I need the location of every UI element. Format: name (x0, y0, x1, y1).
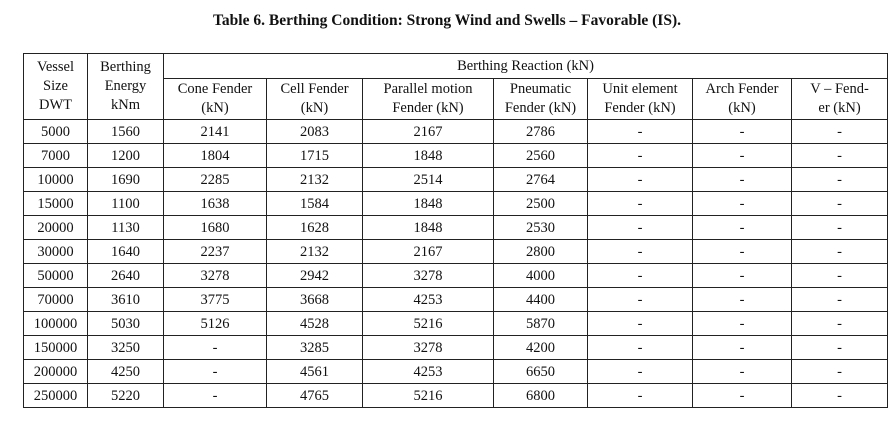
cone-fender-cell: 1638 (164, 192, 267, 216)
unit-element-fender-cell: - (588, 120, 693, 144)
unit-element-fender-cell: - (588, 336, 693, 360)
cell-fender-cell: 3285 (267, 336, 363, 360)
berthing-energy-cell: 1130 (88, 216, 164, 240)
v-fender-cell: - (792, 312, 888, 336)
berthing-reaction-table (23, 53, 888, 408)
table-row (24, 336, 888, 360)
cone-fender-cell: 3278 (164, 264, 267, 288)
col-header-cell-fender: Cell Fender (kN) (267, 79, 363, 120)
v-fender-cell: - (792, 216, 888, 240)
table-row (24, 168, 888, 192)
v-fender-cell: - (792, 288, 888, 312)
parallel-motion-fender-cell: 1848 (363, 192, 494, 216)
berthing-energy-cell: 1640 (88, 240, 164, 264)
unit-element-fender-cell: - (588, 384, 693, 408)
v-fender-cell: - (792, 144, 888, 168)
berthing-energy-cell: 5220 (88, 384, 164, 408)
parallel-motion-fender-cell: 2514 (363, 168, 494, 192)
berthing-energy-cell: 5030 (88, 312, 164, 336)
table-caption: Table 6. Berthing Condition: Strong Wind and Swells – Favorable (IS). (213, 12, 681, 29)
cell-fender-cell: 3668 (267, 288, 363, 312)
unit-element-fender-cell: - (588, 288, 693, 312)
table-body (24, 120, 888, 408)
pneumatic-fender-cell: 2530 (494, 216, 588, 240)
arch-fender-cell: - (693, 120, 792, 144)
cone-fender-cell: 1680 (164, 216, 267, 240)
col-header-parallel-motion-fender: Parallel motion Fender (kN) (363, 79, 494, 120)
cell-fender-cell: 4561 (267, 360, 363, 384)
pneumatic-fender-cell: 5870 (494, 312, 588, 336)
col-header-vessel-size: Vessel Size DWT (24, 54, 88, 120)
berthing-energy-cell: 1560 (88, 120, 164, 144)
pneumatic-fender-cell: 2500 (494, 192, 588, 216)
vessel-size-cell: 200000 (24, 360, 88, 384)
table-row (24, 288, 888, 312)
v-fender-cell: - (792, 168, 888, 192)
vessel-size-cell: 100000 (24, 312, 88, 336)
arch-fender-cell: - (693, 144, 792, 168)
vessel-size-cell: 15000 (24, 192, 88, 216)
arch-fender-cell: - (693, 240, 792, 264)
unit-element-fender-cell: - (588, 264, 693, 288)
vessel-size-cell: 30000 (24, 240, 88, 264)
parallel-motion-fender-cell: 1848 (363, 216, 494, 240)
parallel-motion-fender-cell: 2167 (363, 120, 494, 144)
table-row (24, 120, 888, 144)
vessel-size-cell: 70000 (24, 288, 88, 312)
arch-fender-cell: - (693, 264, 792, 288)
parallel-motion-fender-cell: 5216 (363, 312, 494, 336)
vessel-size-cell: 20000 (24, 216, 88, 240)
table-row (24, 240, 888, 264)
vessel-size-cell: 50000 (24, 264, 88, 288)
pneumatic-fender-cell: 4200 (494, 336, 588, 360)
table-row (24, 144, 888, 168)
berthing-energy-cell: 3610 (88, 288, 164, 312)
berthing-energy-cell: 3250 (88, 336, 164, 360)
pneumatic-fender-cell: 4000 (494, 264, 588, 288)
pneumatic-fender-cell: 2764 (494, 168, 588, 192)
col-header-v-fender: V – Fend- er (kN) (792, 79, 888, 120)
arch-fender-cell: - (693, 312, 792, 336)
vessel-size-cell: 7000 (24, 144, 88, 168)
parallel-motion-fender-cell: 3278 (363, 336, 494, 360)
berthing-energy-cell: 1200 (88, 144, 164, 168)
table-header (24, 54, 888, 120)
unit-element-fender-cell: - (588, 144, 693, 168)
col-header-cone-fender: Cone Fender (kN) (164, 79, 267, 120)
pneumatic-fender-cell: 2560 (494, 144, 588, 168)
unit-element-fender-cell: - (588, 168, 693, 192)
col-group-berthing-reaction: Berthing Reaction (kN) (164, 54, 888, 79)
arch-fender-cell: - (693, 168, 792, 192)
cell-fender-cell: 4528 (267, 312, 363, 336)
arch-fender-cell: - (693, 384, 792, 408)
unit-element-fender-cell: - (588, 192, 693, 216)
berthing-energy-cell: 1690 (88, 168, 164, 192)
cell-fender-cell: 1715 (267, 144, 363, 168)
cell-fender-cell: 1628 (267, 216, 363, 240)
arch-fender-cell: - (693, 288, 792, 312)
table-row (24, 384, 888, 408)
berthing-energy-cell: 1100 (88, 192, 164, 216)
cell-fender-cell: 2942 (267, 264, 363, 288)
cone-fender-cell: 2141 (164, 120, 267, 144)
table-row (24, 360, 888, 384)
parallel-motion-fender-cell: 4253 (363, 288, 494, 312)
table-row (24, 264, 888, 288)
vessel-size-cell: 10000 (24, 168, 88, 192)
cell-fender-cell: 1584 (267, 192, 363, 216)
unit-element-fender-cell: - (588, 312, 693, 336)
vessel-size-cell: 5000 (24, 120, 88, 144)
berthing-energy-cell: 2640 (88, 264, 164, 288)
parallel-motion-fender-cell: 2167 (363, 240, 494, 264)
pneumatic-fender-cell: 2800 (494, 240, 588, 264)
cell-fender-cell: 4765 (267, 384, 363, 408)
v-fender-cell: - (792, 384, 888, 408)
pneumatic-fender-cell: 4400 (494, 288, 588, 312)
pneumatic-fender-cell: 2786 (494, 120, 588, 144)
v-fender-cell: - (792, 336, 888, 360)
parallel-motion-fender-cell: 5216 (363, 384, 494, 408)
arch-fender-cell: - (693, 360, 792, 384)
berthing-energy-cell: 4250 (88, 360, 164, 384)
v-fender-cell: - (792, 240, 888, 264)
v-fender-cell: - (792, 264, 888, 288)
parallel-motion-fender-cell: 3278 (363, 264, 494, 288)
cell-fender-cell: 2132 (267, 168, 363, 192)
cone-fender-cell: 3775 (164, 288, 267, 312)
vessel-size-cell: 150000 (24, 336, 88, 360)
cone-fender-cell: 2285 (164, 168, 267, 192)
col-header-pneumatic-fender: Pneumatic Fender (kN) (494, 79, 588, 120)
v-fender-cell: - (792, 120, 888, 144)
col-header-unit-element-fender: Unit element Fender (kN) (588, 79, 693, 120)
arch-fender-cell: - (693, 336, 792, 360)
table-row (24, 312, 888, 336)
cone-fender-cell: - (164, 336, 267, 360)
cone-fender-cell: - (164, 360, 267, 384)
cell-fender-cell: 2132 (267, 240, 363, 264)
unit-element-fender-cell: - (588, 216, 693, 240)
cone-fender-cell: 2237 (164, 240, 267, 264)
cone-fender-cell: - (164, 384, 267, 408)
col-header-berthing-energy: Berthing Energy kNm (88, 54, 164, 120)
v-fender-cell: - (792, 192, 888, 216)
arch-fender-cell: - (693, 192, 792, 216)
col-header-arch-fender: Arch Fender (kN) (693, 79, 792, 120)
v-fender-cell: - (792, 360, 888, 384)
unit-element-fender-cell: - (588, 360, 693, 384)
cone-fender-cell: 5126 (164, 312, 267, 336)
unit-element-fender-cell: - (588, 240, 693, 264)
table-row (24, 192, 888, 216)
arch-fender-cell: - (693, 216, 792, 240)
parallel-motion-fender-cell: 4253 (363, 360, 494, 384)
table-row (24, 216, 888, 240)
cell-fender-cell: 2083 (267, 120, 363, 144)
vessel-size-cell: 250000 (24, 384, 88, 408)
cone-fender-cell: 1804 (164, 144, 267, 168)
pneumatic-fender-cell: 6650 (494, 360, 588, 384)
pneumatic-fender-cell: 6800 (494, 384, 588, 408)
parallel-motion-fender-cell: 1848 (363, 144, 494, 168)
